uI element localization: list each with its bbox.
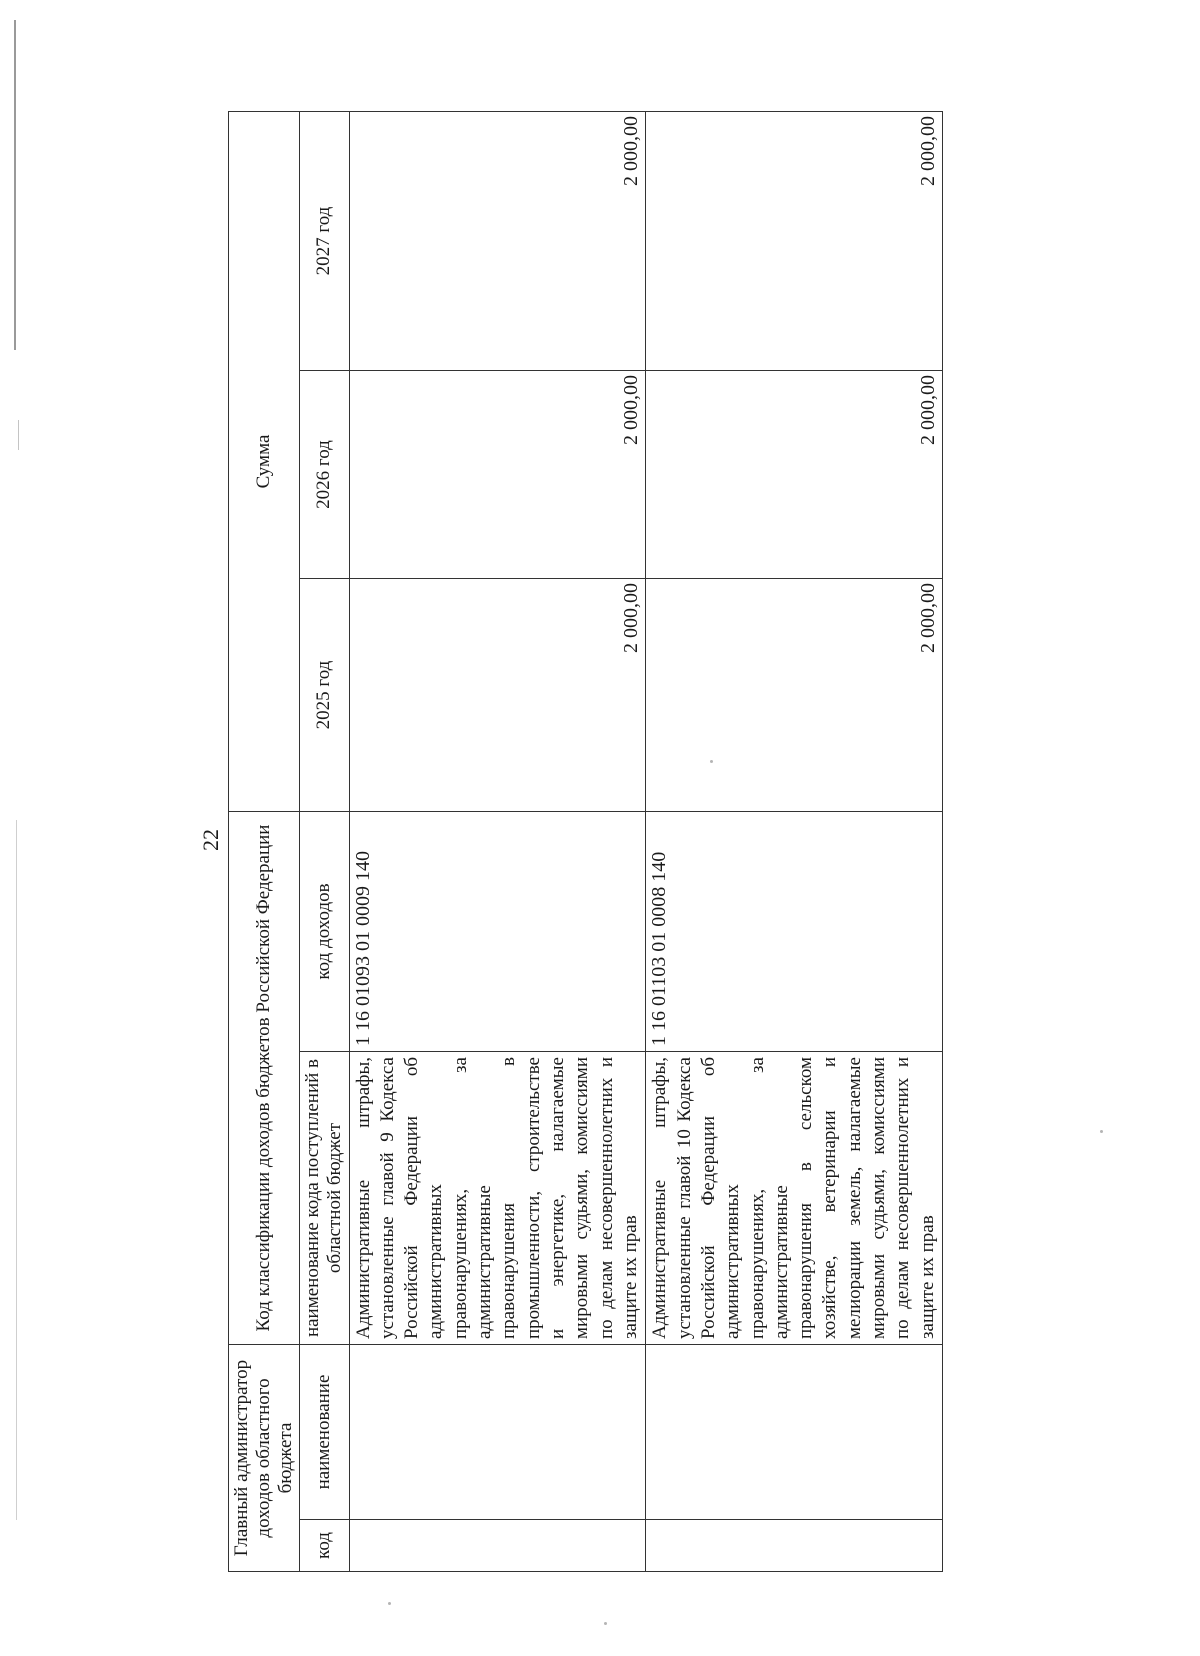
income-table: [228, 111, 943, 1572]
row-sum-2027: 2 000,00: [349, 111, 646, 370]
scan-edge-line: [16, 820, 17, 1520]
row-sum-2025: 2 000,00: [349, 579, 646, 812]
row-admin-code: [646, 1520, 943, 1572]
header-year-2027: 2027 год: [299, 111, 349, 370]
row-admin-name: [349, 1345, 646, 1520]
scan-edge-line: [18, 420, 19, 450]
scan-edge-line: [14, 20, 16, 350]
header-income-name: наименование кода поступлений в областной бюджет: [299, 1052, 349, 1345]
row-admin-name: [646, 1345, 943, 1520]
header-income-code: код доходов: [299, 812, 349, 1052]
row-income-code: 1 16 01093 01 0009 140: [349, 812, 646, 1052]
header-admin-group: Главный администратор доходов областного бюджета: [229, 1345, 300, 1572]
scan-speck: [1100, 1130, 1103, 1133]
table-row: [646, 111, 943, 1571]
rotated-page-content: [200, 100, 940, 1580]
header-sum-group: Сумма: [229, 111, 300, 811]
row-sum-2025: 2 000,00: [646, 579, 943, 812]
row-income-code: 1 16 01103 01 0008 140: [646, 812, 943, 1052]
header-admin-code: код: [299, 1520, 349, 1572]
header-year-2025: 2025 год: [299, 579, 349, 812]
row-sum-2026: 2 000,00: [349, 371, 646, 579]
row-income-name: Административные штрафы, установленные главой 10 Кодекса Российской Федерации об административных правонарушениях, за административные правонарушения в сельском хозяйстве, ветеринарии и мелиорации земель, налагаемые мировыми судьями, комиссиями по делам несовершеннолетних и защите их прав: [646, 1052, 943, 1345]
scan-speck: [604, 1622, 607, 1625]
row-sum-2026: 2 000,00: [646, 371, 943, 579]
row-admin-code: [349, 1520, 646, 1572]
table-row: [349, 111, 646, 1571]
header-year-2026: 2026 год: [299, 371, 349, 579]
page-number: 22: [198, 829, 223, 851]
scan-speck: [388, 1602, 391, 1605]
row-sum-2027: 2 000,00: [646, 111, 943, 370]
header-classification-group: Код классификации доходов бюджетов Российской Федерации: [229, 812, 300, 1345]
header-admin-name: наименование: [299, 1345, 349, 1520]
row-income-name: Административные штрафы, установленные главой 9 Кодекса Российской Федерации об административных правонарушениях, за административные правонарушения в промышленности, строительстве и энергетике, налагаемые мировыми судьями, комиссиями по делам несовершеннолетних и защите их прав: [349, 1052, 646, 1345]
